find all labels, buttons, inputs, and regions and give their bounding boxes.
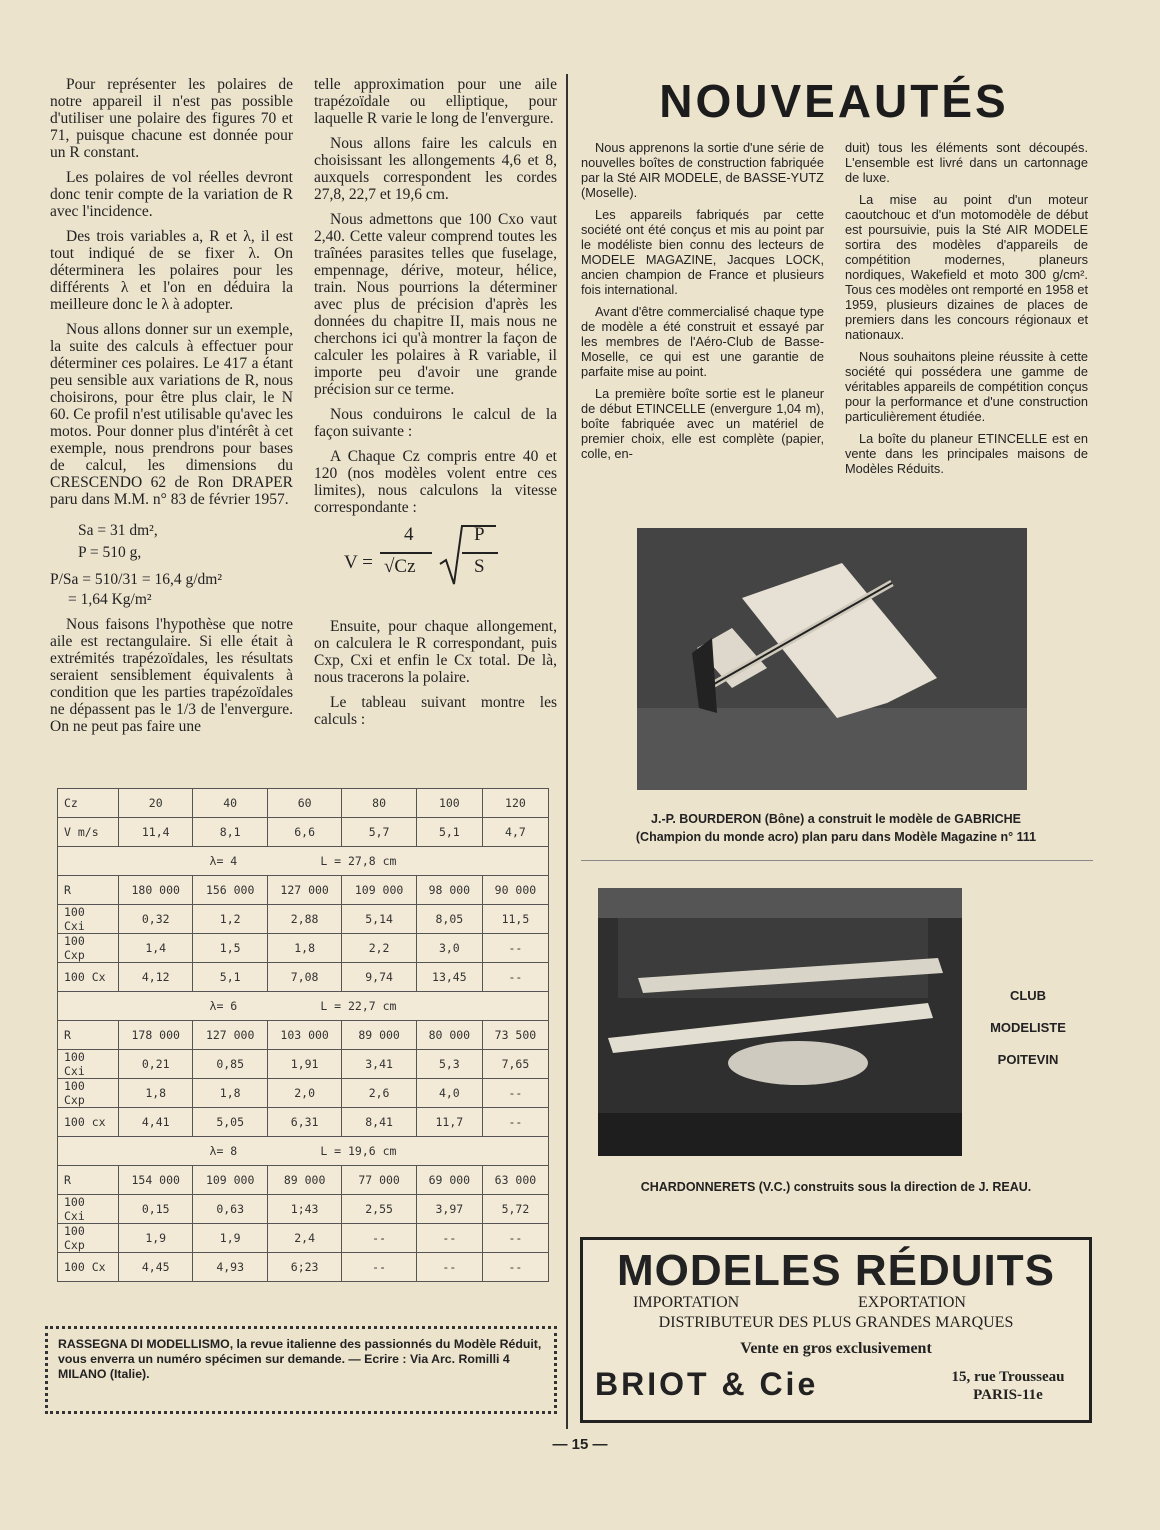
paragraph: La boîte du planeur ETINCELLE est en vente dans les principales maisons de Modèles Réduits.	[845, 431, 1088, 476]
paragraph: Pour représenter les polaires de notre appareil il n'est pas possible d'utiliser une polaire des figures 70 et 71, puisque chacune est donnée pour un R constant.	[50, 76, 293, 161]
table-row: 100 Cxp 1,4 1,5 1,8 2,2 3,0 --	[58, 934, 549, 963]
middle-column	[314, 76, 557, 736]
paragraph: A Chaque Cz compris entre 40 et 120 (nos modèles volent entre ces limites), nous calculons la vitesse correspondante :	[314, 448, 557, 516]
paragraph: Les appareils fabriqués par cette société ont été conçus et mis au point par le modéliste bien connu des lecteurs de MODELE MAGAZINE, Jacques LOCK, ancien champion de France et plusieurs fois international.	[581, 207, 824, 297]
paragraph: Nous allons faire les calculs en choisissant les allongements 4,6 et 8, auxquels correspondent les cordes 27,8, 22,7 et 19,6 cm.	[314, 135, 557, 203]
table-row: R 180 000 156 000 127 000 109 000 98 000 90 000	[58, 876, 549, 905]
table-header-cz: Cz	[58, 789, 119, 818]
ad-address: 15, rue Trousseau PARIS-11e	[951, 1369, 1065, 1403]
table-row: R 178 000 127 000 103 000 89 000 80 000 73 500	[58, 1021, 549, 1050]
velocity-formula: V = 4 √Cz P S	[314, 524, 557, 604]
table-row: 100 cx 4,41 5,05 6,31 8,41 11,7 --	[58, 1108, 549, 1137]
notice-lead: RASSEGNA DI MODELLISMO,	[58, 1337, 234, 1351]
paragraph: La première boîte sortie est le planeur de début ETINCELLE (envergure 1,04 m), boîte fabriquée avec un matériel de premier choix, elle est complète (papier, colle, en-	[581, 386, 824, 461]
ad-sales: Vente en gros exclusivement	[740, 1340, 932, 1357]
table-row: 100 Cx 4,12 5,1 7,08 9,74 13,45 --	[58, 963, 549, 992]
paragraph: Nous souhaitons pleine réussite à cette société qui possédera une gamme de véritables appareils de compétition conçus pour la performance et d'une construction particulièrement étudiée.	[845, 349, 1088, 424]
planes-illustration	[598, 888, 962, 1156]
table-row: 100 Cx 4,45 4,93 6;23 -- -- --	[58, 1253, 549, 1282]
paragraph: Nous allons donner sur un exemple, la suite des calculs à effectuer pour déterminer ces polaires. Le 417 a étant peu sensible aux variations de R, nous choisirons, pour être plus clair, le N 60. Ce profil n'est utilisable qu'avec les motos. Pour donner plus d'intérêt à cet exemple, nous prendrons pour bases de calcul, les dimensions du CRESCENDO 62 de Ron DRAPER paru dans M.M. n° 83 de février 1957.	[50, 321, 293, 508]
photo-caption-1: J.-P. BOURDERON (Bône) a construit le modèle de GABRICHE (Champion du monde acro) plan paru dans Modèle Magazine n° 111	[635, 812, 1037, 844]
table-row: R 154 000 109 000 89 000 77 000 69 000 63 000	[58, 1166, 549, 1195]
rassegna-notice	[45, 1326, 557, 1414]
paragraph: Nous conduirons le calcul de la façon suivante :	[314, 406, 557, 440]
formula-ratio-kg: = 1,64 Kg/m²	[68, 591, 152, 608]
column-divider	[566, 74, 568, 1429]
ad-title: MODELES RÉDUITS	[617, 1246, 1055, 1295]
horizontal-divider	[581, 860, 1093, 861]
formula-p: P = 510 g,	[78, 544, 142, 561]
calculation-table: Cz 20 40 60 80 100 120 V m/s 11,4 8,1 6,6 5,7 5,1 4,7 λ= 4 L = 27,8 cm R 180 000 156 000 127 000 109 000 98 000 90 000 100 Cxi 0,32 1,2 2,88 5,14 8,05 11,5 100 Cxp 1,4 1,5 1,8 2,2 3,0 -- 100 Cx 4,12 5,1 7,08 9,74 13,45 -- λ= 6 L = 22,7 cm R 178 000 127 000 103 000 89 000 80 000 73 500 100 Cxi 0,21 0,85 1,91 3,41 5,3 7,65 100 Cxp 1,8 1,8 2,0 2,6 4,0 -- 100 cx 4,41 5,05 6,31 8,41 11,7 -- λ= 8 L = 19,6 cm R 154 000 109 000 89 000 77 000 69 000 63 000 100 Cxi 0,15 0,63 1;43 2,55 3,97 5,72 100 Cxp 1,9 1,9 2,4 -- -- -- 100 Cx 4,45 4,93 6;23 -- -- --	[57, 788, 549, 1282]
left-column	[50, 76, 293, 743]
club-label: CLUB MODELISTE POITEVIN	[990, 988, 1066, 1067]
paragraph: Avant d'être commercialisé chaque type de modèle a été construit et essayé par les membres de l'Aéro-Club de Basse-Moselle, ce qui est une garantie de parfaite mise au point.	[581, 304, 824, 379]
news-column-1	[581, 140, 824, 468]
paragraph: telle approximation pour une aile trapézoïdale ou elliptique, pour laquelle R varie le long de l'envergure.	[314, 76, 557, 127]
table-row: 100 Cxp 1,8 1,8 2,0 2,6 4,0 --	[58, 1079, 549, 1108]
table-section-header: λ= 4 L = 27,8 cm	[58, 847, 549, 876]
ad-distributor: DISTRIBUTEUR DES PLUS GRANDES MARQUES	[658, 1314, 1014, 1331]
paragraph: Le tableau suivant montre les calculs :	[314, 694, 557, 728]
chardonnerets-photo	[598, 888, 962, 1156]
notice-text: la revue italienne des passionnés du Modèle Réduit, vous enverra un numéro spécimen sur demande. — Ecrire : Via Arc. Romilli 4 MILANO (Italie).	[58, 1337, 542, 1381]
table-row: 100 Cxi 0,32 1,2 2,88 5,14 8,05 11,5	[58, 905, 549, 934]
advertisement-box	[580, 1237, 1092, 1423]
table-section-header: λ= 6 L = 22,7 cm	[58, 992, 549, 1021]
table-section-header: λ= 8 L = 19,6 cm	[58, 1137, 549, 1166]
formula-ratio: P/Sa = 510/31 = 16,4 g/dm²	[50, 571, 222, 588]
page-number: — 15 —	[552, 1436, 608, 1453]
paragraph: La mise au point d'un moteur caoutchouc et d'un motomodèle de début est poursuivie, puis la Sté AIR MODELE sortira des modèles d'appareils de compétition modernes, planeurs nordiques, Wakefield et moto 300 g/cm². Tous ces modèles ont remporté en 1958 et 1959, plusieurs dizaines de places de premiers dans les concours régionaux et nationaux.	[845, 192, 1088, 342]
paragraph: Les polaires de vol réelles devront donc tenir compte de la variation de R avec l'incidence.	[50, 169, 293, 220]
ad-import: IMPORTATION	[633, 1294, 740, 1311]
paragraph: Nous faisons l'hypothèse que notre aile est rectangulaire. Si elle était à extrémités trapézoïdales, les résultats seraient sensiblement équivalents à condition que les parties trapézoïdales ne dépassent pas le 1/3 de l'envergure. On ne peut pas faire une	[50, 616, 293, 735]
paragraph: Nous admettons que 100 Cxo vaut 2,40. Cette valeur comprend toutes les traînées parasites telles que fuselage, empennage, dérive, moteur, hélice, train. Nous pourrions la déterminer avec plus de précision d'après les données du chapitre II, mais nous ne cherchons ici qu'à montrer la façon de calculer les polaires à R variable, il importe peu d'avoir une grande précision sur ce terme.	[314, 211, 557, 398]
formula-sa: Sa = 31 dm²,	[78, 522, 158, 539]
news-column-2	[845, 140, 1088, 483]
photo-caption-2: CHARDONNERETS (V.C.) construits sous la direction de J. REAU.	[640, 1180, 1032, 1194]
model-plane-photo	[637, 528, 1027, 790]
ad-company: BRIOT & Cie	[595, 1366, 819, 1402]
ad-export: EXPORTATION	[858, 1294, 966, 1311]
plane-illustration	[637, 528, 1027, 790]
section-title: NOUVEAUTÉS	[659, 75, 1009, 127]
table-row: 100 Cxi 0,15 0,63 1;43 2,55 3,97 5,72	[58, 1195, 549, 1224]
paragraph: Nous apprenons la sortie d'une série de nouvelles boîtes de construction fabriquée par la Sté AIR MODELE, de BASSE-YUTZ (Moselle).	[581, 140, 824, 200]
table-row: 100 Cxp 1,9 1,9 2,4 -- -- --	[58, 1224, 549, 1253]
paragraph: Des trois variables a, R et λ, il est tout indiqué de se fixer λ. On déterminera les polaires pour les différents λ et l'on en déduira la meilleure donc le λ à adopter.	[50, 228, 293, 313]
table-row: 100 Cxi 0,21 0,85 1,91 3,41 5,3 7,65	[58, 1050, 549, 1079]
paragraph: duit) tous les éléments sont découpés. L'ensemble est livré dans un cartonnage de luxe.	[845, 140, 1088, 185]
paragraph: Ensuite, pour chaque allongement, on calculera le R correspondant, puis Cxp, Cxi et enfin le Cx total. De là, nous tracerons la polaire.	[314, 618, 557, 686]
